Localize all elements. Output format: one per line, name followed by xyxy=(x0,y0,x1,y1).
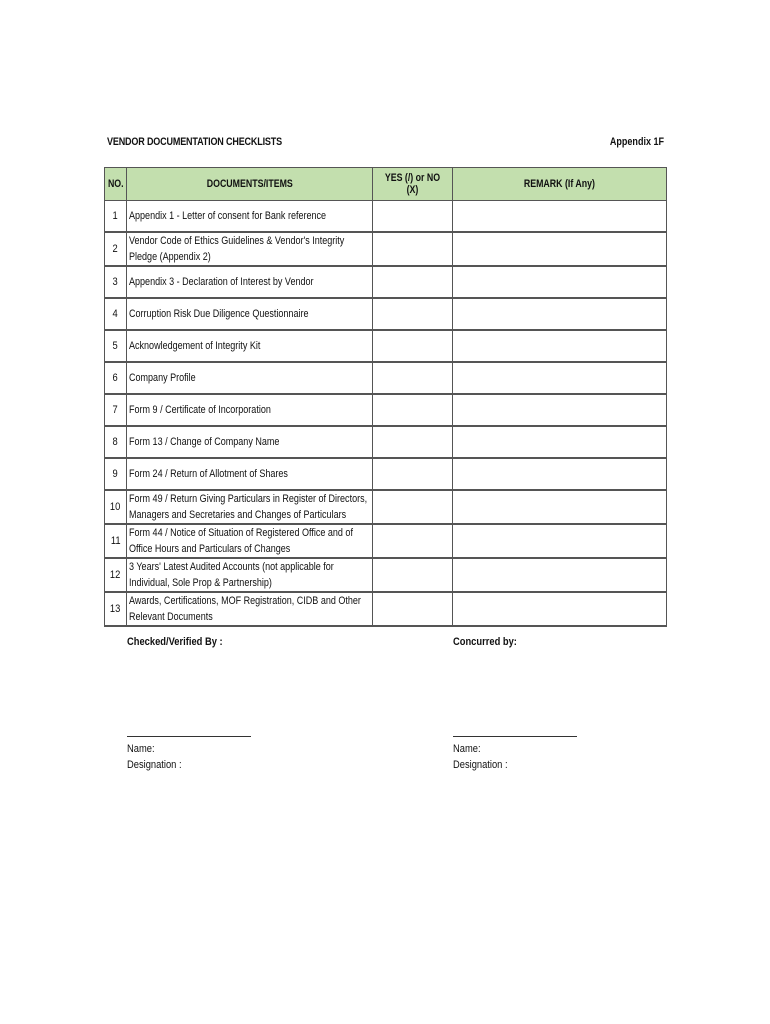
row-number: 8 xyxy=(105,426,127,458)
table-row xyxy=(105,394,667,426)
table-row xyxy=(105,558,667,592)
table-row xyxy=(105,362,667,394)
table-row xyxy=(105,298,667,330)
row-number: 9 xyxy=(105,458,127,490)
yes-no-cell[interactable] xyxy=(373,524,453,558)
table-row xyxy=(105,458,667,490)
remark-cell[interactable] xyxy=(453,330,667,362)
yes-no-cell[interactable] xyxy=(373,266,453,298)
yes-no-cell[interactable] xyxy=(373,558,453,592)
designation-label: Designation : xyxy=(127,759,182,771)
row-document: Appendix 1 - Letter of consent for Bank reference xyxy=(127,201,373,233)
yes-no-cell[interactable] xyxy=(373,490,453,524)
signature-line[interactable] xyxy=(127,730,251,737)
table-row xyxy=(105,232,667,266)
table-header-row xyxy=(105,168,667,201)
table-row xyxy=(105,524,667,558)
yes-no-cell[interactable] xyxy=(373,330,453,362)
name-label: Name: xyxy=(127,743,155,755)
yes-no-cell[interactable] xyxy=(373,201,453,233)
row-document: Form 9 / Certificate of Incorporation xyxy=(127,394,373,426)
remark-cell[interactable] xyxy=(453,426,667,458)
remark-cell[interactable] xyxy=(453,558,667,592)
remark-cell[interactable] xyxy=(453,524,667,558)
table-row xyxy=(105,592,667,626)
concurred-by-block xyxy=(453,636,577,773)
row-number: 2 xyxy=(105,232,127,266)
row-number: 5 xyxy=(105,330,127,362)
row-document: Awards, Certifications, MOF Registration, CIDB and Other Relevant Documents xyxy=(127,592,373,626)
checked-by-block xyxy=(127,636,251,773)
yes-no-cell[interactable] xyxy=(373,426,453,458)
remark-cell[interactable] xyxy=(453,201,667,233)
row-number: 11 xyxy=(105,524,127,558)
column-header-remark: REMARK (If Any) xyxy=(453,168,667,201)
concurred-by-heading: Concurred by: xyxy=(453,636,517,648)
remark-cell[interactable] xyxy=(453,458,667,490)
row-document: Acknowledgement of Integrity Kit xyxy=(127,330,373,362)
yes-no-cell[interactable] xyxy=(373,592,453,626)
remark-cell[interactable] xyxy=(453,394,667,426)
row-document: Company Profile xyxy=(127,362,373,394)
row-document: Form 44 / Notice of Situation of Registered Office and of Office Hours and Particulars of Changes xyxy=(127,524,373,558)
checklist-table xyxy=(104,167,667,627)
column-header-yes-no: YES (/) or NO (X) xyxy=(373,168,453,201)
table-row xyxy=(105,330,667,362)
row-number: 3 xyxy=(105,266,127,298)
row-number: 4 xyxy=(105,298,127,330)
remark-cell[interactable] xyxy=(453,266,667,298)
yes-no-cell[interactable] xyxy=(373,394,453,426)
row-number: 7 xyxy=(105,394,127,426)
designation-label: Designation : xyxy=(453,759,508,771)
row-document: 3 Years' Latest Audited Accounts (not applicable for Individual, Sole Prop & Partnership) xyxy=(127,558,373,592)
remark-cell[interactable] xyxy=(453,490,667,524)
name-label: Name: xyxy=(453,743,481,755)
signature-line[interactable] xyxy=(453,730,577,737)
column-header-documents: DOCUMENTS/ITEMS xyxy=(127,168,373,201)
remark-cell[interactable] xyxy=(453,592,667,626)
table-row xyxy=(105,266,667,298)
row-document: Appendix 3 - Declaration of Interest by Vendor xyxy=(127,266,373,298)
table-row xyxy=(105,490,667,524)
row-number: 13 xyxy=(105,592,127,626)
row-document: Corruption Risk Due Diligence Questionnaire xyxy=(127,298,373,330)
yes-no-cell[interactable] xyxy=(373,362,453,394)
appendix-label: Appendix 1F xyxy=(609,136,664,148)
row-number: 12 xyxy=(105,558,127,592)
row-number: 10 xyxy=(105,490,127,524)
row-document: Form 24 / Return of Allotment of Shares xyxy=(127,458,373,490)
remark-cell[interactable] xyxy=(453,362,667,394)
column-header-no: NO. xyxy=(105,168,127,201)
checked-by-heading: Checked/Verified By : xyxy=(127,636,223,648)
yes-no-cell[interactable] xyxy=(373,298,453,330)
table-row xyxy=(105,201,667,233)
row-document: Vendor Code of Ethics Guidelines & Vendor's Integrity Pledge (Appendix 2) xyxy=(127,232,373,266)
row-number: 6 xyxy=(105,362,127,394)
row-number: 1 xyxy=(105,201,127,233)
document-title: VENDOR DOCUMENTATION CHECKLISTS xyxy=(107,136,282,148)
remark-cell[interactable] xyxy=(453,232,667,266)
row-document: Form 13 / Change of Company Name xyxy=(127,426,373,458)
remark-cell[interactable] xyxy=(453,298,667,330)
row-document: Form 49 / Return Giving Particulars in Register of Directors, Managers and Secretaries and Changes of Particulars xyxy=(127,490,373,524)
yes-no-cell[interactable] xyxy=(373,232,453,266)
yes-no-cell[interactable] xyxy=(373,458,453,490)
table-row xyxy=(105,426,667,458)
